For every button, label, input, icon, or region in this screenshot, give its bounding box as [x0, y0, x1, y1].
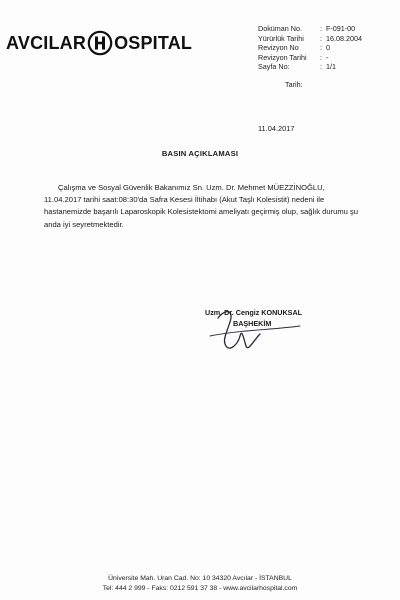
meta-row [258, 62, 362, 72]
logo-h-icon [87, 30, 113, 56]
footer [0, 574, 400, 593]
body-paragraph: Çalışma ve Sosyal Güvenlik Bakanımız Sn. Uzm. Dr. Mehmet MÜEZZİNOĞLU, 11.04.2017 tarihi saat:08:30'da Safra Kesesi İltihabı (Akut Taşlı Kolesistit) nedeni ile hastanemizde başarılı Laparoskopik Kolesistektomi ameliyatı geçirmiş olup, sağlık durumu şu anda iyi seyretmektedir. [44, 183, 359, 229]
document-title: BASIN AÇIKLAMASI [161, 149, 239, 158]
footer-address: Üniversite Mah. Uran Cad. No: 10 34320 Avcılar - İSTANBUL [108, 575, 292, 582]
meta-row [258, 53, 362, 63]
meta-sep: : [320, 52, 322, 62]
meta-label: Revizyon Tarihi [258, 52, 307, 62]
meta-sep: : [320, 24, 322, 33]
meta-sep: : [320, 43, 322, 53]
meta-value: 0 [326, 43, 330, 53]
meta-row [258, 34, 362, 44]
logo-text-right: OSPITAL [114, 32, 193, 53]
meta-label: Sayfa No: [258, 62, 290, 72]
footer-contact: Tel: 444 2 999 - Faks: 0212 591 37 38 - www.avcilarhospital.com [102, 584, 298, 592]
meta-label: Revizyon No [258, 43, 299, 53]
meta-date-label: Tarih: [285, 80, 303, 89]
signer-name: Uzm. Dr. Cengiz KONUKSAL [205, 308, 303, 317]
meta-row [258, 24, 362, 34]
logo-text-left: AVCILAR [6, 32, 87, 53]
signer-title: BAŞHEKİM [233, 319, 272, 328]
meta-label: Yürürlük Tarihi [258, 33, 304, 43]
document-body [44, 182, 362, 231]
signature-block [205, 307, 302, 329]
meta-value: F-091-00 [326, 24, 356, 33]
meta-value: 16.08.2004 [326, 33, 362, 43]
meta-sep: : [320, 33, 322, 43]
meta-value: 1/1 [326, 62, 336, 72]
meta-row [258, 43, 362, 53]
hospital-logo [6, 30, 192, 56]
meta-sep: : [320, 62, 322, 72]
meta-label: Doküman No. [258, 24, 302, 33]
meta-value: - [326, 52, 329, 62]
document-date: 11.04.2017 [258, 124, 295, 133]
document-meta [258, 24, 362, 72]
